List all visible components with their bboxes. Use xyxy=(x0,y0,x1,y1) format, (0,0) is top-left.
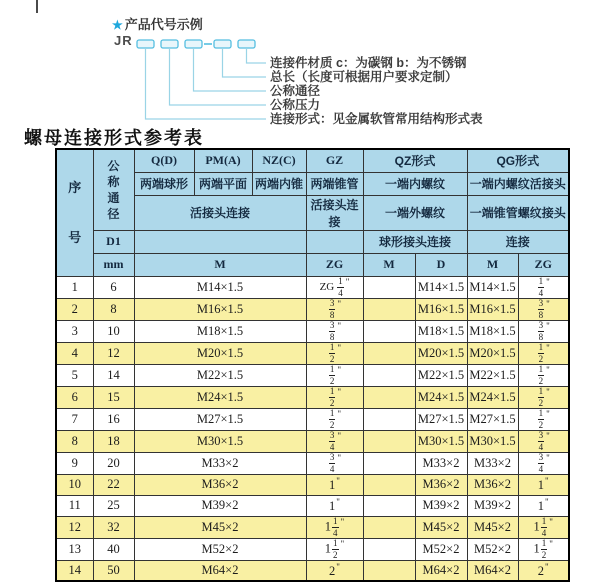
header-qz: QZ形式 xyxy=(363,149,467,172)
code-box-4 xyxy=(214,40,231,48)
label-nominal-pressure: 公称压力 xyxy=(270,98,321,112)
cell-qz-d: M24×1.5 xyxy=(415,386,467,408)
table-row xyxy=(56,342,569,364)
cell-qg-m: M22×1.5 xyxy=(467,364,518,386)
table-header xyxy=(56,149,569,276)
star-icon: ★ xyxy=(112,18,123,32)
cell-seq: 10 xyxy=(56,474,93,495)
table-row xyxy=(56,452,569,474)
cell-gz: 1" xyxy=(306,474,363,495)
cell-seq: 6 xyxy=(56,386,93,408)
cell-gz: $\frac{3}{4}$ " xyxy=(306,430,363,452)
header-qz-m: M xyxy=(363,253,415,276)
cell-m: M36×2 xyxy=(134,474,306,495)
cell-qg-m: M33×2 xyxy=(467,452,518,474)
table-row xyxy=(56,320,569,342)
cell-qz-m xyxy=(363,474,415,495)
cell-qz-d: M36×2 xyxy=(415,474,467,495)
cell-m: M52×2 xyxy=(134,538,306,560)
cell-gz: $\frac{1}{2}$ " xyxy=(306,386,363,408)
header-union-joint-gz: 活接头连接 xyxy=(306,195,363,230)
diagram-title-text: 产品代号示例 xyxy=(124,17,203,32)
code-prefix: JR xyxy=(114,33,133,48)
header-mm: mm xyxy=(93,253,134,276)
header-zg-main: ZG xyxy=(306,253,363,276)
cell-qz-m xyxy=(363,452,415,474)
cell-qz-d: M22×1.5 xyxy=(415,364,467,386)
header-qg-row3: 一端锥管螺纹接头 xyxy=(467,195,569,230)
cell-qg-m: M36×2 xyxy=(467,474,518,495)
table-row xyxy=(56,474,569,495)
header-empty-gz xyxy=(306,230,363,253)
header-qg-zg: ZG xyxy=(518,253,569,276)
cell-m: M18×1.5 xyxy=(134,320,306,342)
cell-mm: 6 xyxy=(93,276,134,298)
header-qg-row2: 一端内螺纹活接头 xyxy=(467,172,569,195)
cell-qg-m: M52×2 xyxy=(467,538,518,560)
cell-qz-d: M20×1.5 xyxy=(415,342,467,364)
cell-seq: 7 xyxy=(56,408,93,430)
table-row xyxy=(56,538,569,560)
cell-qg-zg: 1" xyxy=(518,474,569,495)
cell-qz-m xyxy=(363,538,415,560)
cell-m: M22×1.5 xyxy=(134,364,306,386)
cell-qg-zg: 1 $\frac{1}{2}$ " xyxy=(518,538,569,560)
cell-seq: 8 xyxy=(56,430,93,452)
cell-qz-m xyxy=(363,495,415,516)
header-seq: 序 号 xyxy=(56,149,93,276)
cell-mm: 50 xyxy=(93,560,134,581)
header-q-sub: 两端球形 xyxy=(134,172,194,195)
header-qz-row4: 球形接头连接 xyxy=(363,230,467,253)
cell-qz-d: M64×2 xyxy=(415,560,467,581)
header-nz-sub: 两端内锥 xyxy=(252,172,306,195)
cell-m: M30×1.5 xyxy=(134,430,306,452)
cell-mm: 8 xyxy=(93,298,134,320)
header-qz-row2: 一端内螺纹 xyxy=(363,172,467,195)
code-box-1 xyxy=(137,40,154,48)
cell-qz-m xyxy=(363,408,415,430)
cell-m: M45×2 xyxy=(134,516,306,538)
header-gz-sub: 两端锥管 xyxy=(306,172,363,195)
cell-qg-m: M27×1.5 xyxy=(467,408,518,430)
cell-gz: $\frac{3}{8}$ " xyxy=(306,320,363,342)
table-title: 螺母连接形式参考表 xyxy=(24,128,204,149)
header-qg: QG形式 xyxy=(467,149,569,172)
header-qz-d: D xyxy=(415,253,467,276)
cell-qz-m xyxy=(363,276,415,298)
cell-qz-m xyxy=(363,342,415,364)
line-to-material xyxy=(247,48,267,63)
table-row xyxy=(56,364,569,386)
table-row xyxy=(56,276,569,298)
header-nz: NZ(C) xyxy=(252,149,306,172)
cell-qg-zg: $\frac{1}{4}$ " xyxy=(518,276,569,298)
cell-qz-d: M33×2 xyxy=(415,452,467,474)
cell-seq: 12 xyxy=(56,516,93,538)
cell-mm: 32 xyxy=(93,516,134,538)
label-connector-material: 连接件材质 c：为碳钢 b：为不锈钢 xyxy=(270,56,467,70)
cell-m: M20×1.5 xyxy=(134,342,306,364)
cell-mm: 22 xyxy=(93,474,134,495)
header-m-main: M xyxy=(134,253,306,276)
cell-qz-d: M27×1.5 xyxy=(415,408,467,430)
diagram-title xyxy=(112,14,203,33)
cell-m: M39×2 xyxy=(134,495,306,516)
cell-gz: ZG $\frac{1}{4}$ " xyxy=(306,276,363,298)
nut-connection-table xyxy=(55,148,570,582)
line-to-diameter xyxy=(194,48,267,91)
cell-gz: 1 $\frac{1}{4}$ " xyxy=(306,516,363,538)
cell-qz-d: M16×1.5 xyxy=(415,298,467,320)
cell-seq: 3 xyxy=(56,320,93,342)
cell-qz-m xyxy=(363,386,415,408)
cell-qg-zg: 1 $\frac{1}{4}$ " xyxy=(518,516,569,538)
cell-qg-m: M24×1.5 xyxy=(467,386,518,408)
cell-qg-zg: 1" xyxy=(518,495,569,516)
cell-qg-m: M20×1.5 xyxy=(467,342,518,364)
cell-qg-zg: $\frac{1}{2}$ " xyxy=(518,364,569,386)
header-nominal-diameter: 公 称 通 径 xyxy=(93,149,134,230)
cell-gz: 1" xyxy=(306,495,363,516)
cell-qg-zg: $\frac{3}{4}$ " xyxy=(518,452,569,474)
cell-qz-d: M39×2 xyxy=(415,495,467,516)
cell-mm: 20 xyxy=(93,452,134,474)
label-nominal-diameter: 公称通径 xyxy=(270,84,321,98)
cell-qz-m xyxy=(363,320,415,342)
cell-m: M27×1.5 xyxy=(134,408,306,430)
label-total-length: 总长（长度可根据用户要求定制） xyxy=(270,70,458,84)
table-row xyxy=(56,386,569,408)
header-empty-m xyxy=(134,230,306,253)
cell-qz-d: M45×2 xyxy=(415,516,467,538)
code-box-3 xyxy=(185,40,202,48)
cell-qz-m xyxy=(363,298,415,320)
cell-qg-m: M30×1.5 xyxy=(467,430,518,452)
cell-gz: $\frac{1}{2}$ " xyxy=(306,408,363,430)
cell-m: M24×1.5 xyxy=(134,386,306,408)
cell-seq: 2 xyxy=(56,298,93,320)
cell-mm: 18 xyxy=(93,430,134,452)
cell-qz-m xyxy=(363,516,415,538)
cell-qz-d: M30×1.5 xyxy=(415,430,467,452)
header-q: Q(D) xyxy=(134,149,194,172)
cell-seq: 14 xyxy=(56,560,93,581)
cell-qg-zg: 2" xyxy=(518,560,569,581)
cell-gz: $\frac{1}{2}$ " xyxy=(306,364,363,386)
header-qz-row3: 一端外螺纹 xyxy=(363,195,467,230)
cell-gz: 1 $\frac{1}{2}$ " xyxy=(306,538,363,560)
cell-qz-d: M18×1.5 xyxy=(415,320,467,342)
cell-seq: 11 xyxy=(56,495,93,516)
cell-qz-m xyxy=(363,364,415,386)
cell-qg-zg: $\frac{1}{2}$ " xyxy=(518,342,569,364)
cell-gz: 2" xyxy=(306,560,363,581)
label-connection-form: 连接形式：见金属软管常用结构形式表 xyxy=(270,112,483,126)
cell-m: M64×2 xyxy=(134,560,306,581)
cell-mm: 16 xyxy=(93,408,134,430)
cell-qg-m: M16×1.5 xyxy=(467,298,518,320)
cell-qg-m: M39×2 xyxy=(467,495,518,516)
cell-gz: $\frac{1}{2}$ " xyxy=(306,342,363,364)
code-box-2 xyxy=(161,40,178,48)
cell-mm: 14 xyxy=(93,364,134,386)
product-code-diagram xyxy=(0,0,600,128)
cell-m: M33×2 xyxy=(134,452,306,474)
cell-mm: 10 xyxy=(93,320,134,342)
cell-mm: 40 xyxy=(93,538,134,560)
cell-qz-m xyxy=(363,560,415,581)
cell-seq: 9 xyxy=(56,452,93,474)
code-box-5 xyxy=(238,40,255,48)
table-body xyxy=(56,276,569,581)
table-row xyxy=(56,560,569,581)
cell-mm: 12 xyxy=(93,342,134,364)
cell-qz-m xyxy=(363,430,415,452)
cell-m: M14×1.5 xyxy=(134,276,306,298)
header-d1: D1 xyxy=(93,230,134,253)
cell-qg-zg: $\frac{1}{2}$ " xyxy=(518,408,569,430)
header-qg-m: M xyxy=(467,253,518,276)
cell-seq: 13 xyxy=(56,538,93,560)
table-row xyxy=(56,495,569,516)
cell-mm: 15 xyxy=(93,386,134,408)
cell-qg-zg: $\frac{1}{2}$ " xyxy=(518,386,569,408)
cell-qg-m: M14×1.5 xyxy=(467,276,518,298)
table-row xyxy=(56,298,569,320)
table-row xyxy=(56,430,569,452)
cell-gz: $\frac{3}{4}$ " xyxy=(306,452,363,474)
cell-qg-m: M45×2 xyxy=(467,516,518,538)
cell-qz-d: M52×2 xyxy=(415,538,467,560)
cell-gz: $\frac{3}{8}$ " xyxy=(306,298,363,320)
cell-qg-m: M64×2 xyxy=(467,560,518,581)
cell-qg-zg: $\frac{3}{4}$ " xyxy=(518,430,569,452)
cell-seq: 5 xyxy=(56,364,93,386)
cell-qg-m: M18×1.5 xyxy=(467,320,518,342)
cell-mm: 25 xyxy=(93,495,134,516)
cell-seq: 1 xyxy=(56,276,93,298)
header-pm: PM(A) xyxy=(194,149,252,172)
cell-m: M16×1.5 xyxy=(134,298,306,320)
header-pm-sub: 两端平面 xyxy=(194,172,252,195)
header-union-joint: 活接头连接 xyxy=(134,195,306,230)
table-row xyxy=(56,516,569,538)
cell-seq: 4 xyxy=(56,342,93,364)
cell-qg-zg: $\frac{3}{8}$ " xyxy=(518,320,569,342)
cell-qg-zg: $\frac{3}{8}$ " xyxy=(518,298,569,320)
header-gz: GZ xyxy=(306,149,363,172)
table-row xyxy=(56,408,569,430)
cell-qz-d: M14×1.5 xyxy=(415,276,467,298)
header-qg-row4: 连接 xyxy=(467,230,569,253)
line-to-form xyxy=(146,48,267,119)
